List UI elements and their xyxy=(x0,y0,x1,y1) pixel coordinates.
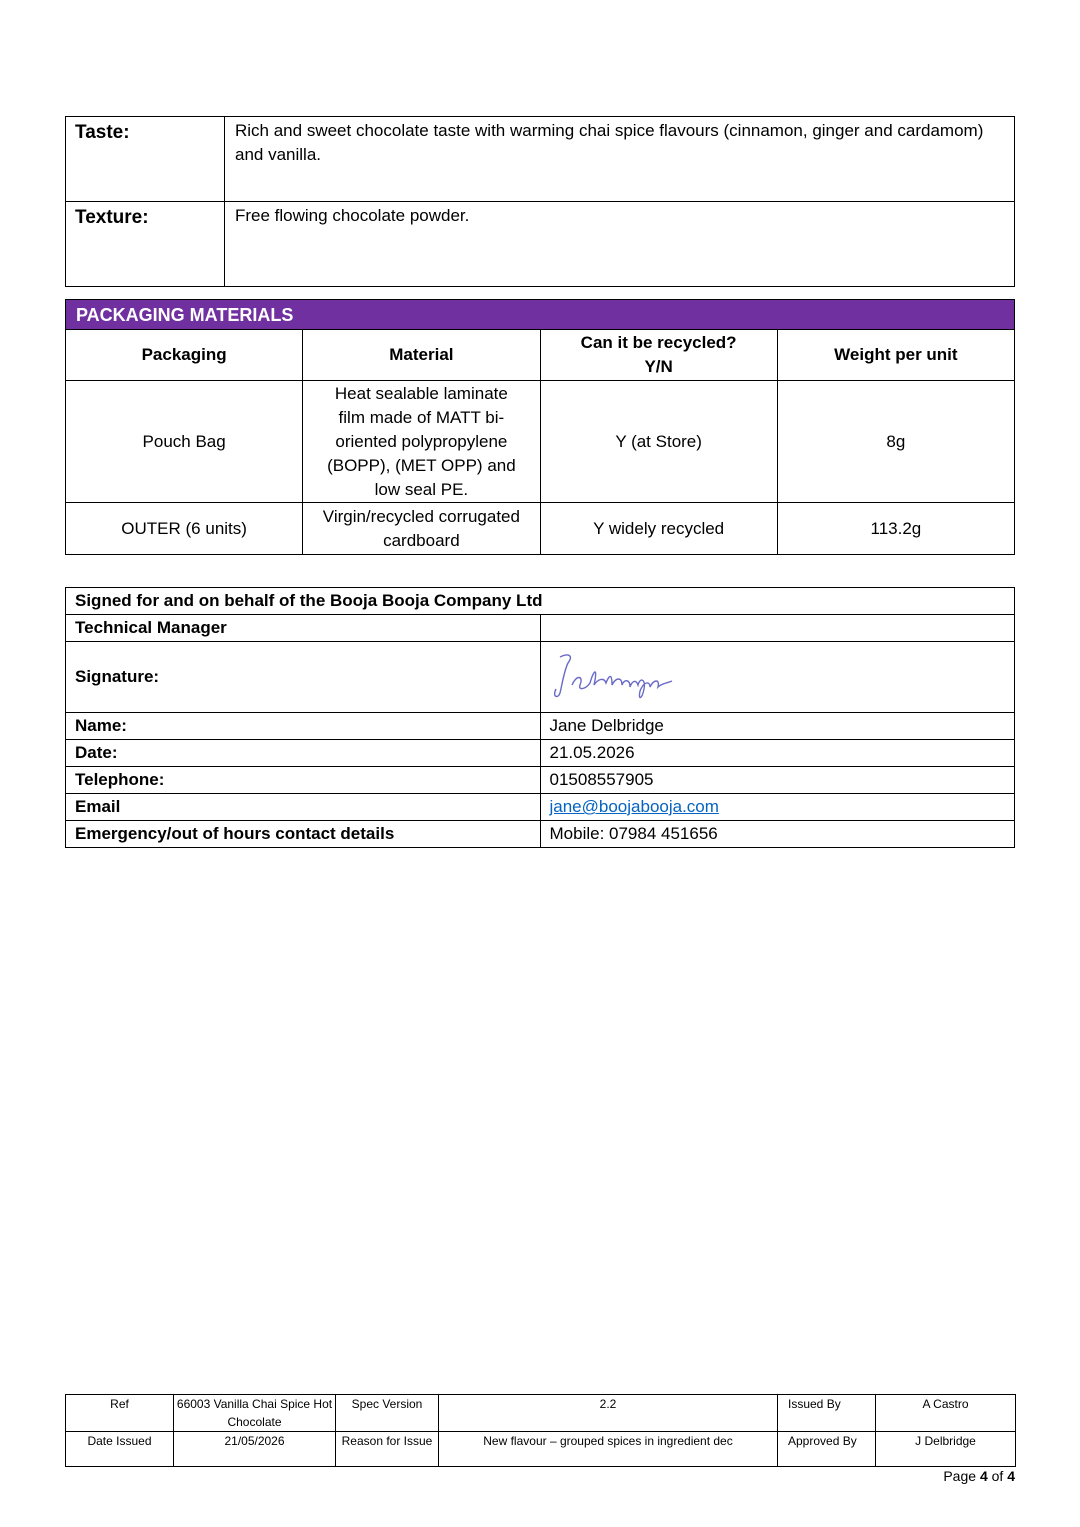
role-value xyxy=(540,615,1015,642)
spec-version-label: Spec Version xyxy=(336,1395,439,1432)
packaging-title: PACKAGING MATERIALS xyxy=(66,300,1015,330)
role-row xyxy=(66,615,1015,642)
packaging-header-row xyxy=(66,330,1015,381)
date-label: Date: xyxy=(66,740,541,767)
col-packaging-header: Packaging xyxy=(66,330,303,381)
email-row xyxy=(66,794,1015,821)
packaging-cell: OUTER (6 units) xyxy=(66,503,303,555)
texture-row xyxy=(66,202,1015,287)
signature-row xyxy=(66,642,1015,713)
emergency-value: Mobile: 07984 451656 xyxy=(540,821,1015,848)
material-cell: Virgin/recycled corrugated cardboard xyxy=(303,503,540,555)
page-current: 4 xyxy=(979,1468,988,1484)
approved-by-value: J Delbridge xyxy=(876,1432,1016,1467)
date-issued-label: Date Issued xyxy=(66,1432,174,1467)
emergency-row xyxy=(66,821,1015,848)
signoff-title-row xyxy=(66,588,1015,615)
texture-label: Texture: xyxy=(66,202,225,287)
name-row xyxy=(66,713,1015,740)
page-total: 4 xyxy=(1007,1468,1015,1484)
email-cell xyxy=(540,794,1015,821)
date-row xyxy=(66,740,1015,767)
ref-value: 66003 Vanilla Chai Spice Hot Chocolate xyxy=(174,1395,336,1432)
col-material-header: Material xyxy=(303,330,540,381)
signoff-title: Signed for and on behalf of the Booja Booja Company Ltd xyxy=(66,588,1015,615)
table-row xyxy=(66,503,1015,555)
signoff-table xyxy=(65,587,1015,848)
reason-value: New flavour – grouped spices in ingredient dec xyxy=(439,1432,778,1467)
recyclable-cell: Y widely recycled xyxy=(540,503,777,555)
emergency-label: Emergency/out of hours contact details xyxy=(66,821,541,848)
taste-row xyxy=(66,117,1015,202)
role-label: Technical Manager xyxy=(66,615,541,642)
reason-label: Reason for Issue xyxy=(336,1432,439,1467)
telephone-label: Telephone: xyxy=(66,767,541,794)
email-label: Email xyxy=(66,794,541,821)
page-separator: of xyxy=(991,1468,1004,1484)
packaging-title-row xyxy=(66,300,1015,330)
taste-label: Taste: xyxy=(66,117,225,202)
ref-label: Ref xyxy=(66,1395,174,1432)
footer-row-2 xyxy=(66,1432,1016,1467)
date-issued-value: 21/05/2026 xyxy=(174,1432,336,1467)
taste-value: Rich and sweet chocolate taste with warming chai spice flavours (cinnamon, ginger and cardamom) and vanilla. xyxy=(225,117,1015,202)
signature-label: Signature: xyxy=(66,642,541,713)
footer-row-1 xyxy=(66,1395,1016,1432)
recyclable-cell: Y (at Store) xyxy=(540,381,777,503)
email-link[interactable]: jane@boojabooja.com xyxy=(549,797,719,816)
telephone-row xyxy=(66,767,1015,794)
name-value: Jane Delbridge xyxy=(540,713,1015,740)
product-properties-table xyxy=(65,116,1015,287)
weight-cell: 8g xyxy=(777,381,1014,503)
issued-by-label: Issued By xyxy=(778,1395,876,1432)
weight-cell: 113.2g xyxy=(777,503,1014,555)
texture-value: Free flowing chocolate powder. xyxy=(225,202,1015,287)
table-row xyxy=(66,381,1015,503)
date-value: 21.05.2026 xyxy=(540,740,1015,767)
page-prefix: Page xyxy=(943,1468,977,1484)
approved-by-label: Approved By xyxy=(778,1432,876,1467)
telephone-value: 01508557905 xyxy=(540,767,1015,794)
material-cell: Heat sealable laminate film made of MATT bi-oriented polypropylene (BOPP), (MET OPP) and low seal PE. xyxy=(303,381,540,503)
packaging-cell: Pouch Bag xyxy=(66,381,303,503)
col-recyclable-header: Can it be recycled? Y/N xyxy=(540,330,777,381)
spec-version-value: 2.2 xyxy=(439,1395,778,1432)
packaging-materials-table xyxy=(65,299,1015,555)
document-footer-table xyxy=(65,1394,1016,1467)
page-number xyxy=(943,1468,1015,1484)
name-label: Name: xyxy=(66,713,541,740)
issued-by-value: A Castro xyxy=(876,1395,1016,1432)
signature-cell xyxy=(540,642,1015,713)
col-weight-header: Weight per unit xyxy=(777,330,1014,381)
signature-image xyxy=(550,649,690,705)
